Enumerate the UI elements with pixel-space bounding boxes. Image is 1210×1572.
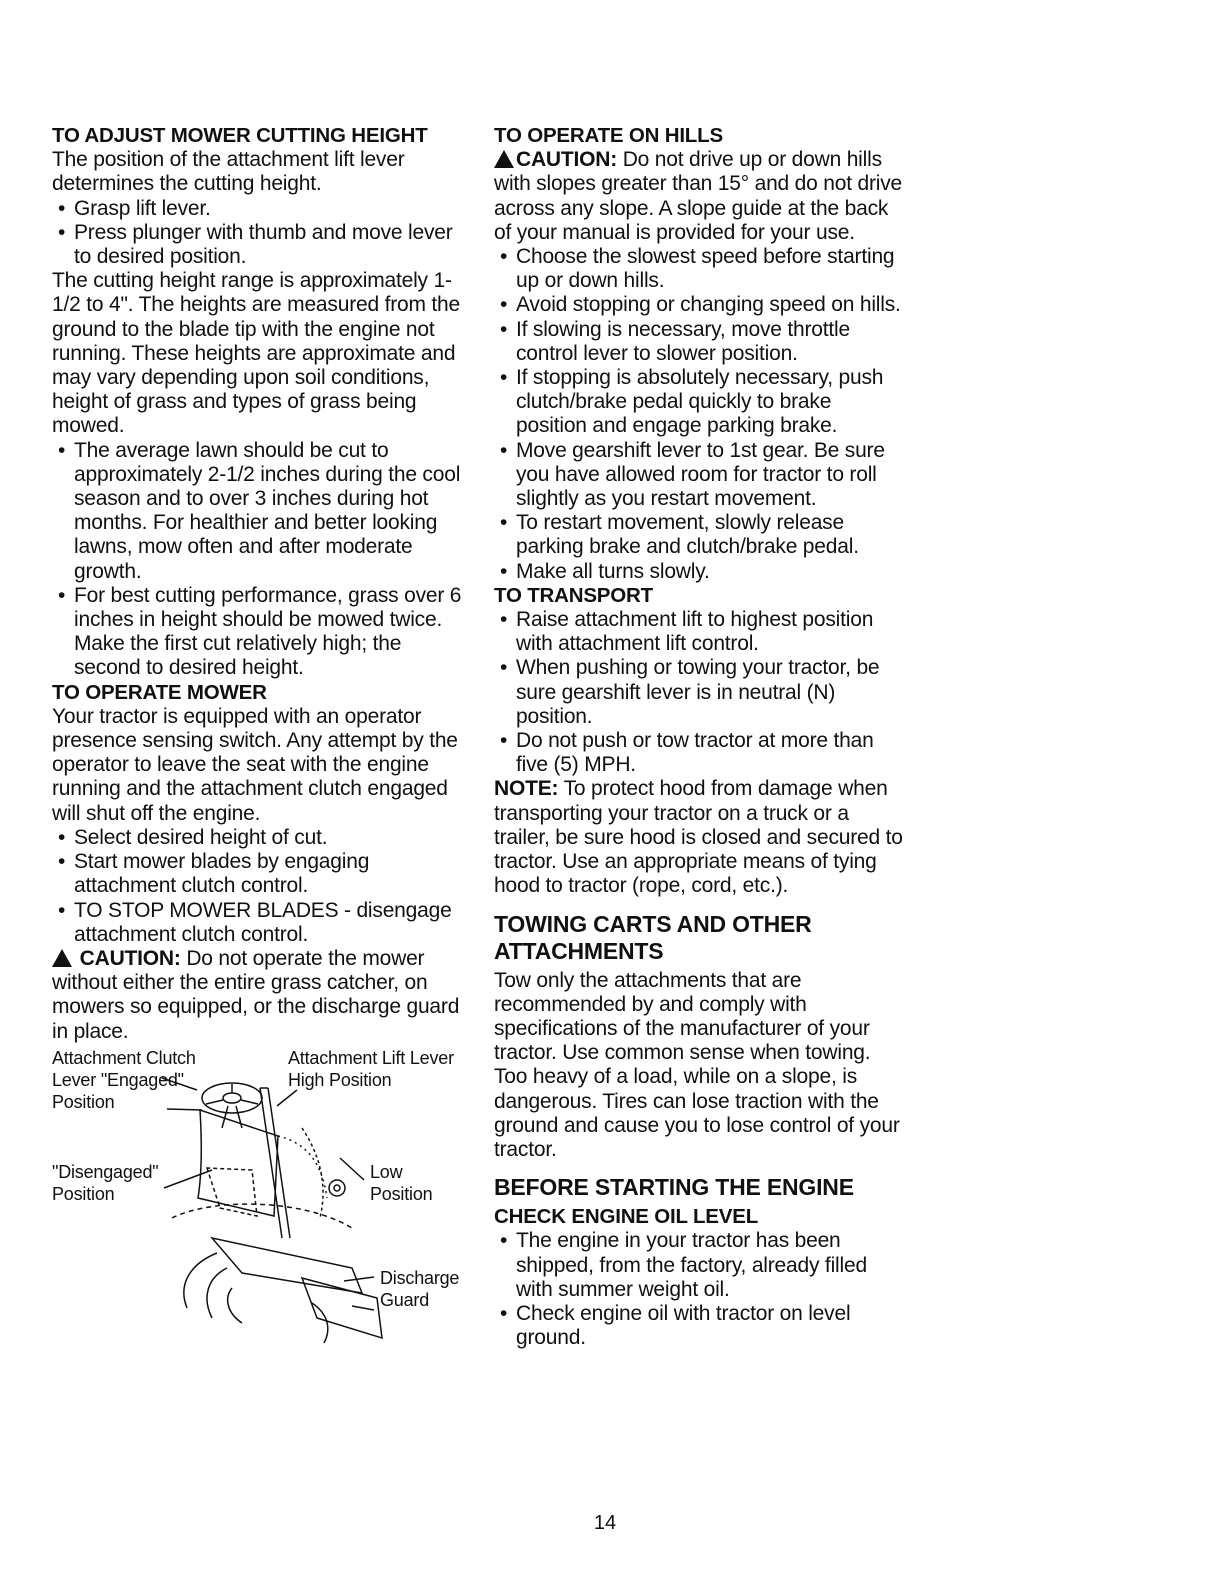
caution-label: CAUTION: xyxy=(516,148,618,172)
cutting-height-heading: TO ADJUST MOWER CUTTING HEIGHT xyxy=(52,124,428,147)
mower-caution xyxy=(52,947,467,1044)
operate-mower-intro: Your tractor is equipped with an operator presence sensing switch. Any attempt by the operator to leave the seat with the engine running and the attachment clutch engaged will shut off the engine. xyxy=(52,704,458,825)
oil-level-subheading: CHECK ENGINE OIL LEVEL xyxy=(494,1205,759,1229)
list-item: • When pushing or towing your tractor, be sure gearshift lever is in neutral (N) position. xyxy=(494,656,906,729)
towing-section xyxy=(494,911,906,1163)
caution-text: Do not drive up or down hills with slopes greater than 15° and do not drive across any slope. A slope guide at the back of your manual is provided for your use. xyxy=(494,148,902,244)
label-guard: Guard xyxy=(380,1289,430,1310)
left-column xyxy=(52,124,467,1348)
list-item: • The engine in your tractor has been shipped, from the factory, already filled with summer weight oil. xyxy=(494,1229,906,1302)
label-high-position: High Position xyxy=(288,1069,392,1090)
list-item: • For best cutting performance, grass over 6 inches in height should be mowed twice. Make the first cut relatively high; the second to desired height. xyxy=(52,584,467,681)
label-lift-title: Attachment Lift Lever xyxy=(288,1047,454,1068)
list-item: • Raise attachment lift to highest position with attachment lift control. xyxy=(494,608,906,656)
operate-mower-section xyxy=(52,681,467,1044)
list-item: • Start mower blades by engaging attachment clutch control. xyxy=(52,850,467,898)
list-item: • If slowing is necessary, move throttle control lever to slower position. xyxy=(494,318,906,366)
operate-mower-steps xyxy=(52,826,467,947)
oil-level-steps xyxy=(494,1229,906,1350)
hills-steps xyxy=(494,245,906,584)
list-item: • Grasp lift lever. xyxy=(52,197,467,221)
list-item: • TO STOP MOWER BLADES - disengage attachment clutch control. xyxy=(52,899,467,947)
before-start-heading: BEFORE STARTING THE ENGINE xyxy=(494,1174,854,1201)
note-text: To protect hood from damage when transporting your tractor on a truck or a trailer, be sure hood is closed and secured to tractor. Use an appropriate means of tying hood to tractor (rope, cord, etc.). xyxy=(494,777,903,898)
list-item: • Check engine oil with tractor on level ground. xyxy=(494,1302,906,1350)
label-low: Low xyxy=(370,1161,403,1182)
list-item: • Do not push or tow tractor at more than five (5) MPH. xyxy=(494,729,906,777)
cutting-height-intro: The position of the attachment lift lever determines the cutting height. xyxy=(52,148,405,196)
transport-steps xyxy=(494,608,906,777)
label-disengaged: "Disengaged" xyxy=(52,1161,159,1182)
towing-heading: TOWING CARTS AND OTHER ATTACHMENTS xyxy=(494,910,812,964)
caution-label: CAUTION: xyxy=(79,946,181,970)
label-low-position: Position xyxy=(370,1183,433,1204)
cutting-height-tips xyxy=(52,439,467,681)
label-clutch-title: Attachment Clutch xyxy=(52,1047,196,1068)
label-engaged-position: Position xyxy=(52,1091,115,1112)
caution-text: Do not operate the mower without either the entire grass catcher, on mowers so equipped, or the discharge guard in place. xyxy=(52,946,460,1043)
list-item: • The average lawn should be cut to approximately 2-1/2 inches during the cool season and to over 3 inches during hot months. For healthier and better looking lawns, mow often and after moderate growth. xyxy=(52,439,467,584)
discharge-guard-shape xyxy=(302,1278,382,1338)
list-item: • Choose the slowest speed before starting up or down hills. xyxy=(494,245,906,293)
note-label: NOTE: xyxy=(494,777,559,801)
list-item: • Press plunger with thumb and move lever to desired position. xyxy=(52,221,467,269)
hills-heading: TO OPERATE ON HILLS xyxy=(494,124,723,147)
cutting-height-section xyxy=(52,124,467,681)
list-item: • Select desired height of cut. xyxy=(52,826,467,850)
transport-section xyxy=(494,584,906,899)
operate-mower-heading: TO OPERATE MOWER xyxy=(52,680,267,704)
label-disengaged-position: Position xyxy=(52,1183,115,1204)
towing-text: Tow only the attachments that are recommended by and comply with specifications of the manufacturer of your tractor. Use common sense when towing. Too heavy of a load, while on a slope, is dangerous. Tires can lose traction with the ground and cause you to lose control of your tractor. xyxy=(494,968,900,1161)
list-item: • Move gearshift lever to 1st gear. Be sure you have allowed room for tractor to roll slightly as you restart movement. xyxy=(494,439,906,512)
before-start-section xyxy=(494,1174,906,1350)
list-item: • Avoid stopping or changing speed on hills. xyxy=(494,293,906,317)
right-column xyxy=(494,124,906,1350)
warning-triangle-icon xyxy=(52,949,72,967)
warning-triangle-icon xyxy=(494,150,514,168)
list-item: • Make all turns slowly. xyxy=(494,560,906,584)
transport-note xyxy=(494,777,906,898)
hills-caution xyxy=(494,148,906,245)
page-number: 14 xyxy=(593,1512,617,1534)
cutting-height-steps xyxy=(52,197,467,270)
label-clutch-engaged: Lever "Engaged" xyxy=(52,1069,184,1090)
cutting-height-range: The cutting height range is approximately 1-1/2 to 4". The heights are measured from the ground to the blade tip with the engine not running. These heights are approximate and may vary depending upon soil conditions, height of grass and types of grass being mowed. xyxy=(52,269,461,438)
transport-heading: TO TRANSPORT xyxy=(494,583,653,607)
hills-section xyxy=(494,124,906,584)
label-discharge: Discharge xyxy=(380,1267,460,1288)
list-item: • If stopping is absolutely necessary, push clutch/brake pedal quickly to brake position and engage parking brake. xyxy=(494,366,906,439)
mower-controls-illustration xyxy=(52,1048,477,1348)
list-item: • To restart movement, slowly release parking brake and clutch/brake pedal. xyxy=(494,511,906,559)
